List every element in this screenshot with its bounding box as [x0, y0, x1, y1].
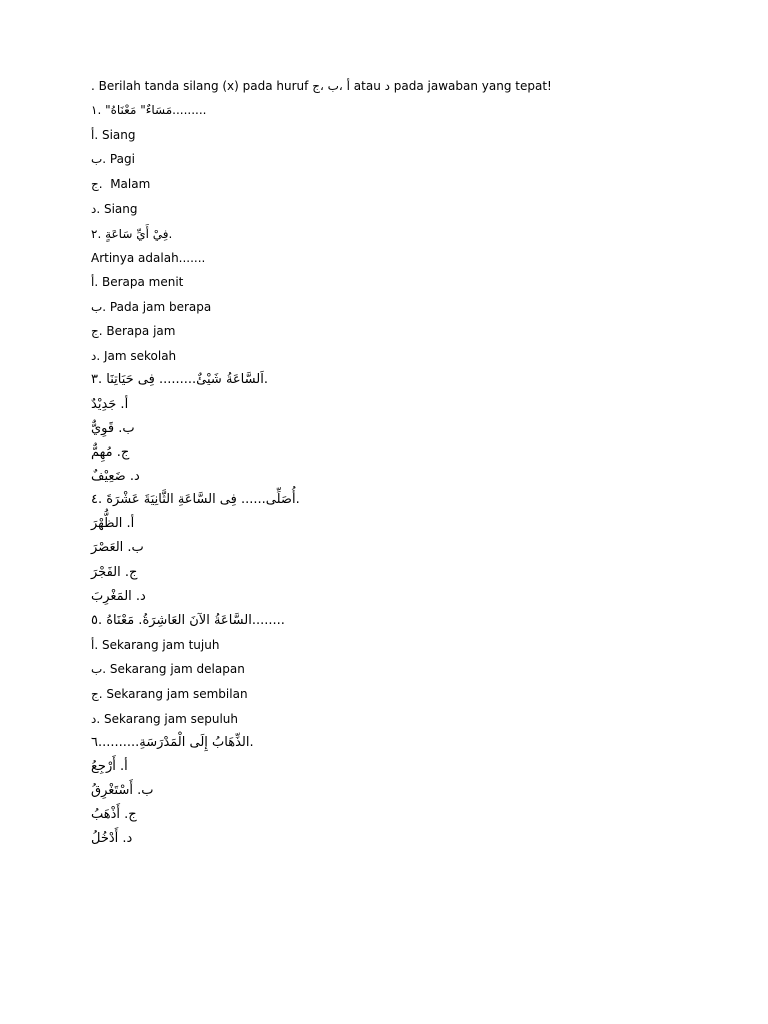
- q4-option-d: د. المَغْرِبَ: [91, 589, 146, 604]
- q4-option-b: ب. العَصْرَ: [91, 540, 144, 555]
- q2-option-b: ب. Pada jam berapa: [91, 300, 212, 314]
- q2-option-c: ج. Berapa jam: [91, 324, 176, 338]
- question-4: أُصَلِّى...... فِى السَّاعَةِ الثَّانِيَةَ عَشْرَةَ .٤.: [91, 492, 300, 507]
- q5-option-d: د. Sekarang jam sepuluh: [91, 712, 238, 726]
- question-2: فِيْ أَيِّ سَاعَةٍ .٢.: [91, 227, 173, 241]
- q3-option-c: ج. مُهِمٌّ: [91, 445, 130, 460]
- q6-option-b: ب. أَسْتَغْرِقُ: [91, 783, 154, 798]
- q2-option-a: أ. Berapa menit: [91, 275, 184, 289]
- q1-option-a: أ. Siang: [91, 128, 136, 142]
- question-3: اَلسَّاعَةُ شَيْئٌ......... فِى حَيَاتِنَا .٣.: [91, 372, 268, 387]
- q4-option-c: ج. الفَجْرَ: [91, 565, 138, 580]
- q6-option-d: د. أَدْخُلُ: [91, 831, 133, 846]
- q3-option-b: ب. قَوِيٌّ: [91, 421, 135, 436]
- q1-option-b: ب. Pagi: [91, 152, 135, 166]
- instruction-line: . Berilah tanda silang (x) pada huruf أ ،ب ،ج atau د pada jawaban yang tepat!: [91, 79, 552, 93]
- question-2-subtext: Artinya adalah.......: [91, 251, 206, 265]
- q4-option-a: أ. الظُّهْرَ: [91, 516, 135, 531]
- q5-option-c: ج. Sekarang jam sembilan: [91, 687, 248, 701]
- q5-option-a: أ. Sekarang jam tujuh: [91, 638, 220, 652]
- q2-option-d: د. Jam sekolah: [91, 349, 177, 363]
- q1-option-d: د. Siang: [91, 202, 138, 216]
- q6-option-a: أ. أَرْجِعُ: [91, 759, 128, 774]
- q1-option-c: ج. Malam: [91, 177, 151, 191]
- q3-option-d: د. ضَعِيْفٌ: [91, 469, 140, 484]
- question-6: الذِّهَابُ إِلَى الْمَدْرَسَةِ..........٦.: [91, 735, 254, 750]
- question-5: السَّاعَةُ الآنَ العَاشِرَةُ. مَعْنَاهُ .٥........: [91, 613, 285, 628]
- q6-option-c: ج. أَذْهَبُ: [91, 807, 137, 822]
- q5-option-b: ب. Sekarang jam delapan: [91, 662, 245, 676]
- question-1: مَسَاءٌ" مَعْنَاهُ" .١.........: [91, 103, 207, 117]
- q3-option-a: أ. جَدِيْدٌ: [91, 397, 129, 412]
